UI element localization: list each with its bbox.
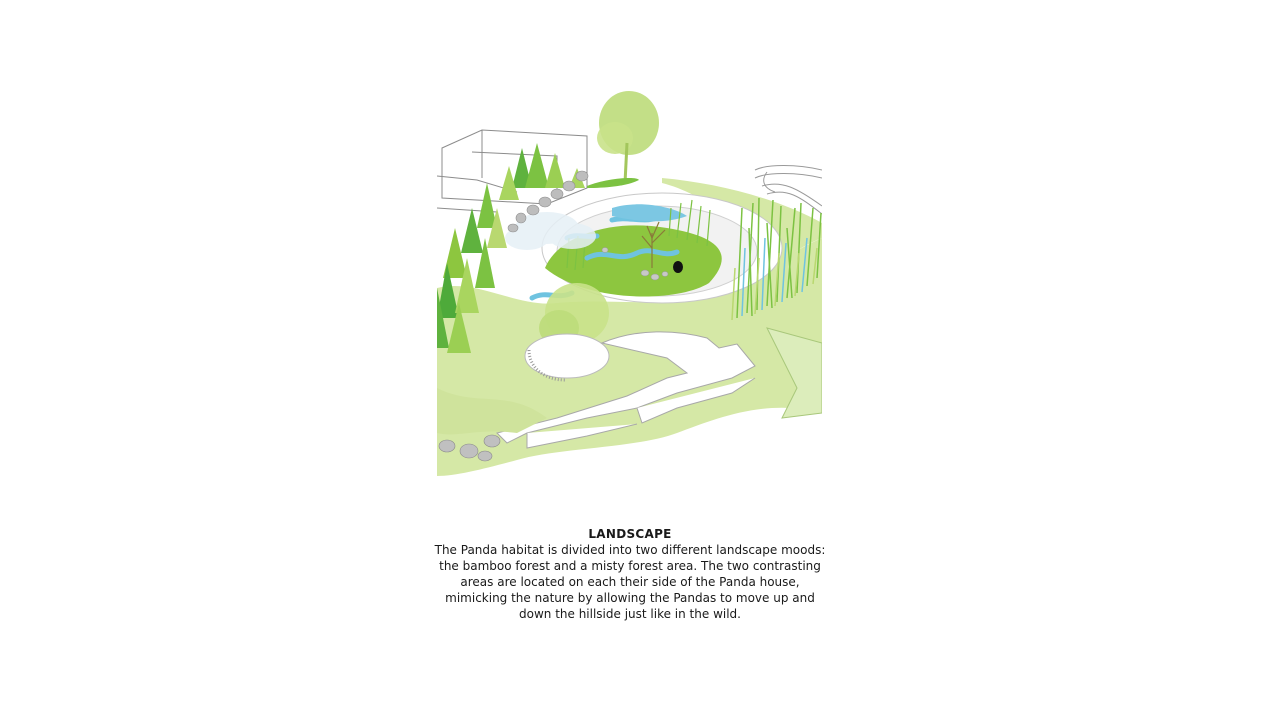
panda-figure — [673, 261, 683, 273]
panda-habitat-landscape-illustration — [437, 88, 822, 476]
lower-plaza — [525, 334, 609, 378]
caption-body: The Panda habitat is divided into two different landscape moods: the bamboo forest and a misty forest area. The two contrasting areas are located on each their side of the Panda house, mimicking the nature by allowing the Pandas to move up and down the hillside just like in the wild. — [434, 543, 826, 621]
upper-lawn — [587, 178, 639, 188]
deciduous-tree — [597, 91, 659, 183]
caption-title: LANDSCAPE — [588, 527, 672, 541]
caption — [430, 526, 830, 622]
